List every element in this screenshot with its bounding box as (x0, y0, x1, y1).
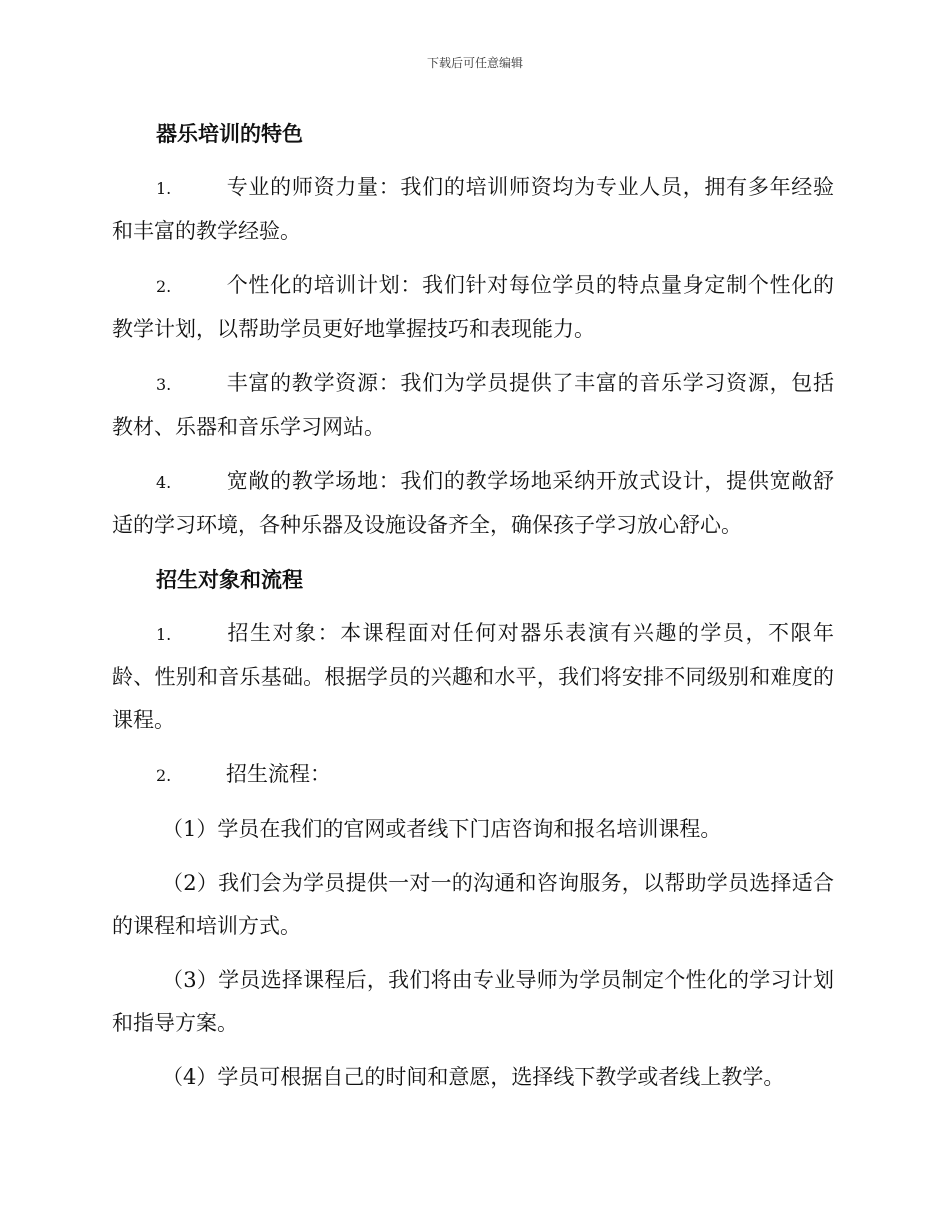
sub-list-item: （1）学员在我们的官网或者线下门店咨询和报名培训课程。 (162, 817, 722, 841)
list-item-text: 个性化的培训计划：我们针对每位学员的特点量身定制个性化的教学计划，以帮助学员更好地掌握技巧和表现能力。 (112, 273, 834, 341)
page-header: 下载后可任意编辑 (426, 56, 523, 70)
section-heading-enrollment: 招生对象和流程 (156, 567, 303, 592)
list-item-text: 宽敞的教学场地：我们的教学场地采纳开放式设计，提供宽敞舒适的学习环境，各种乐器及设施设备齐全，确保孩子学习放心舒心。 (112, 469, 834, 537)
list-item (112, 460, 834, 547)
list-number: 1. (156, 625, 172, 644)
list-number: 3. (156, 375, 172, 394)
list-item (112, 166, 834, 253)
list-number: 1. (156, 179, 172, 198)
sub-list-item: （4）学员可根据自己的时间和意愿，选择线下教学或者线上教学。 (162, 1065, 785, 1089)
sub-list-item: （3）学员选择课程后，我们将由专业导师为学员制定个性化的学习计划和指导方案。 (112, 968, 834, 1035)
list-item-text: 招生流程： (226, 762, 331, 786)
list-item (112, 612, 834, 742)
sub-list-item: （2）我们会为学员提供一对一的沟通和咨询服务，以帮助学员选择适合的课程和培训方式。 (112, 871, 834, 938)
list-item (112, 753, 834, 797)
list-item-text: 专业的师资力量：我们的培训师资均为专业人员，拥有多年经验和丰富的教学经验。 (112, 175, 834, 243)
document-body (112, 112, 834, 1110)
section-heading-features: 器乐培训的特色 (156, 121, 303, 146)
list-number: 4. (156, 473, 172, 492)
list-item (112, 264, 834, 351)
list-number: 2. (156, 277, 172, 296)
list-item-text: 招生对象：本课程面对任何对器乐表演有兴趣的学员，不限年龄、性别和音乐基础。根据学员的兴趣和水平，我们将安排不同级别和难度的课程。 (112, 621, 834, 732)
list-item (112, 362, 834, 449)
list-item-text: 丰富的教学资源：我们为学员提供了丰富的音乐学习资源，包括教材、乐器和音乐学习网站。 (112, 371, 834, 439)
list-number: 2. (156, 766, 172, 785)
